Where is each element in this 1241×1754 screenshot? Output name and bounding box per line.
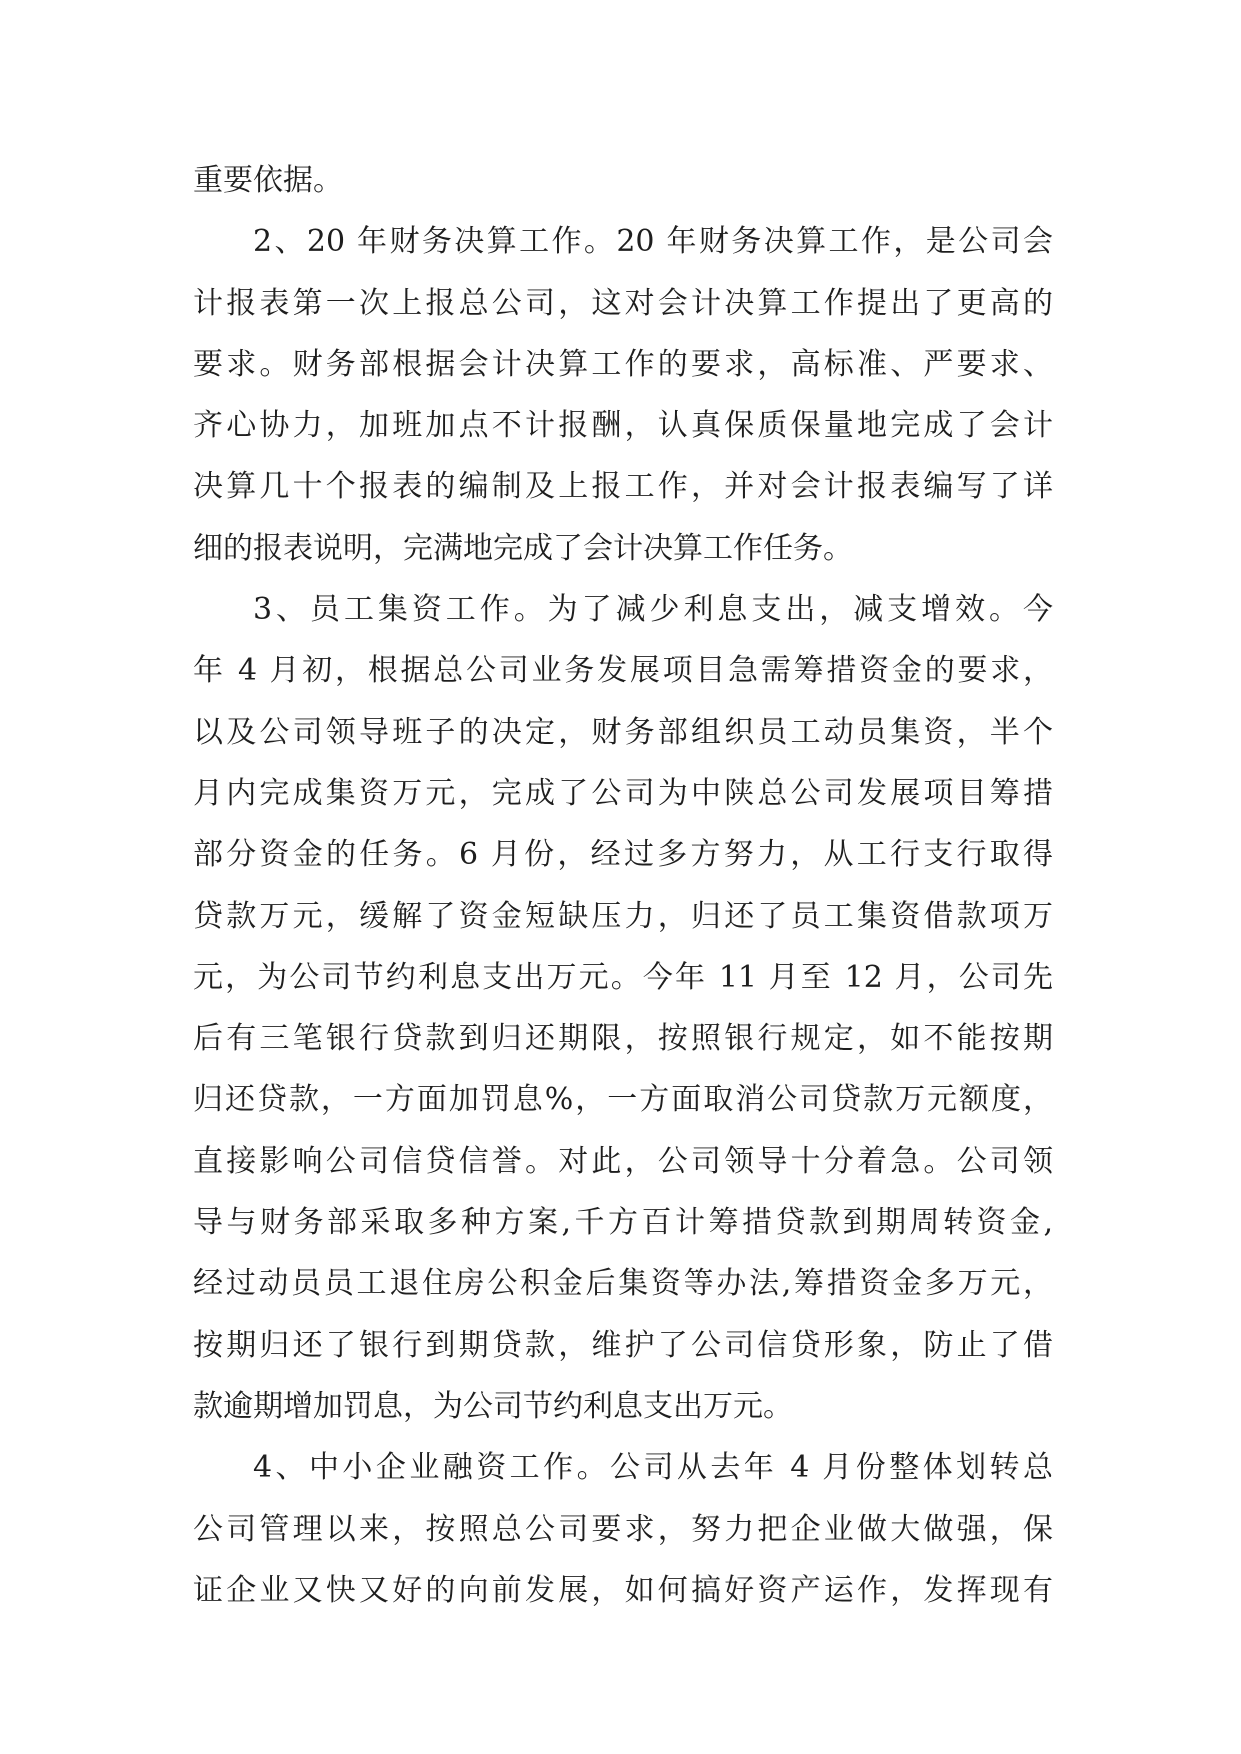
paragraph-line: 细的报表说明，完满地完成了会计决算工作任务。 (193, 530, 853, 566)
paragraph-line: 直接影响公司信贷信誉。对此，公司领导十分着急。公司领 (193, 1143, 1053, 1179)
body-text (193, 150, 1053, 1621)
paragraph-line: 2、20 年财务决算工作。20 年财务决算工作，是公司会 (253, 224, 1053, 260)
paragraph-line: 经过动员员工退住房公积金后集资等办法,筹措资金多万元， (193, 1266, 1053, 1302)
paragraph-line: 款逾期增加罚息，为公司节约利息支出万元。 (193, 1388, 793, 1424)
paragraph-line: 部分资金的任务。6 月份，经过多方努力，从工行支行取得 (193, 837, 1053, 873)
paragraph-line: 要求。财务部根据会计决算工作的要求，高标准、严要求、 (193, 346, 1053, 382)
paragraph-line: 4、中小企业融资工作。公司从去年 4 月份整体划转总 (253, 1450, 1053, 1486)
paragraph-line: 重要依据。 (193, 163, 343, 198)
paragraph-line: 年 4 月初，根据总公司业务发展项目急需筹措资金的要求， (193, 653, 1053, 689)
paragraph-line: 归还贷款，一方面加罚息%，一方面取消公司贷款万元额度， (193, 1082, 1053, 1118)
paragraph-line: 公司管理以来，按照总公司要求，努力把企业做大做强，保 (193, 1511, 1053, 1547)
paragraph-line: 齐心协力，加班加点不计报酬，认真保质保量地完成了会计 (193, 408, 1053, 444)
paragraph-line: 3、员工集资工作。为了减少利息支出，减支增效。今 (253, 592, 1053, 628)
paragraph-line: 按期归还了银行到期贷款，维护了公司信贷形象，防止了借 (193, 1327, 1053, 1363)
paragraph-line: 计报表第一次上报总公司，这对会计决算工作提出了更高的 (193, 285, 1053, 321)
paragraph-line: 后有三笔银行贷款到归还期限，按照银行规定，如不能按期 (193, 1021, 1053, 1057)
paragraph-line: 贷款万元，缓解了资金短缺压力，归还了员工集资借款项万 (193, 898, 1053, 934)
paragraph-line: 证企业又快又好的向前发展，如何搞好资产运作，发挥现有 (193, 1572, 1053, 1608)
paragraph-line: 决算几十个报表的编制及上报工作，并对会计报表编写了详 (193, 469, 1053, 505)
paragraph-line: 以及公司领导班子的决定，财务部组织员工动员集资，半个 (193, 714, 1053, 750)
paragraph-line: 导与财务部采取多种方案,千方百计筹措贷款到期周转资金, (193, 1205, 1053, 1241)
paragraph-line: 元，为公司节约利息支出万元。今年 11 月至 12 月，公司先 (193, 959, 1053, 995)
paragraph-line: 月内完成集资万元，完成了公司为中陕总公司发展项目筹措 (193, 775, 1053, 811)
